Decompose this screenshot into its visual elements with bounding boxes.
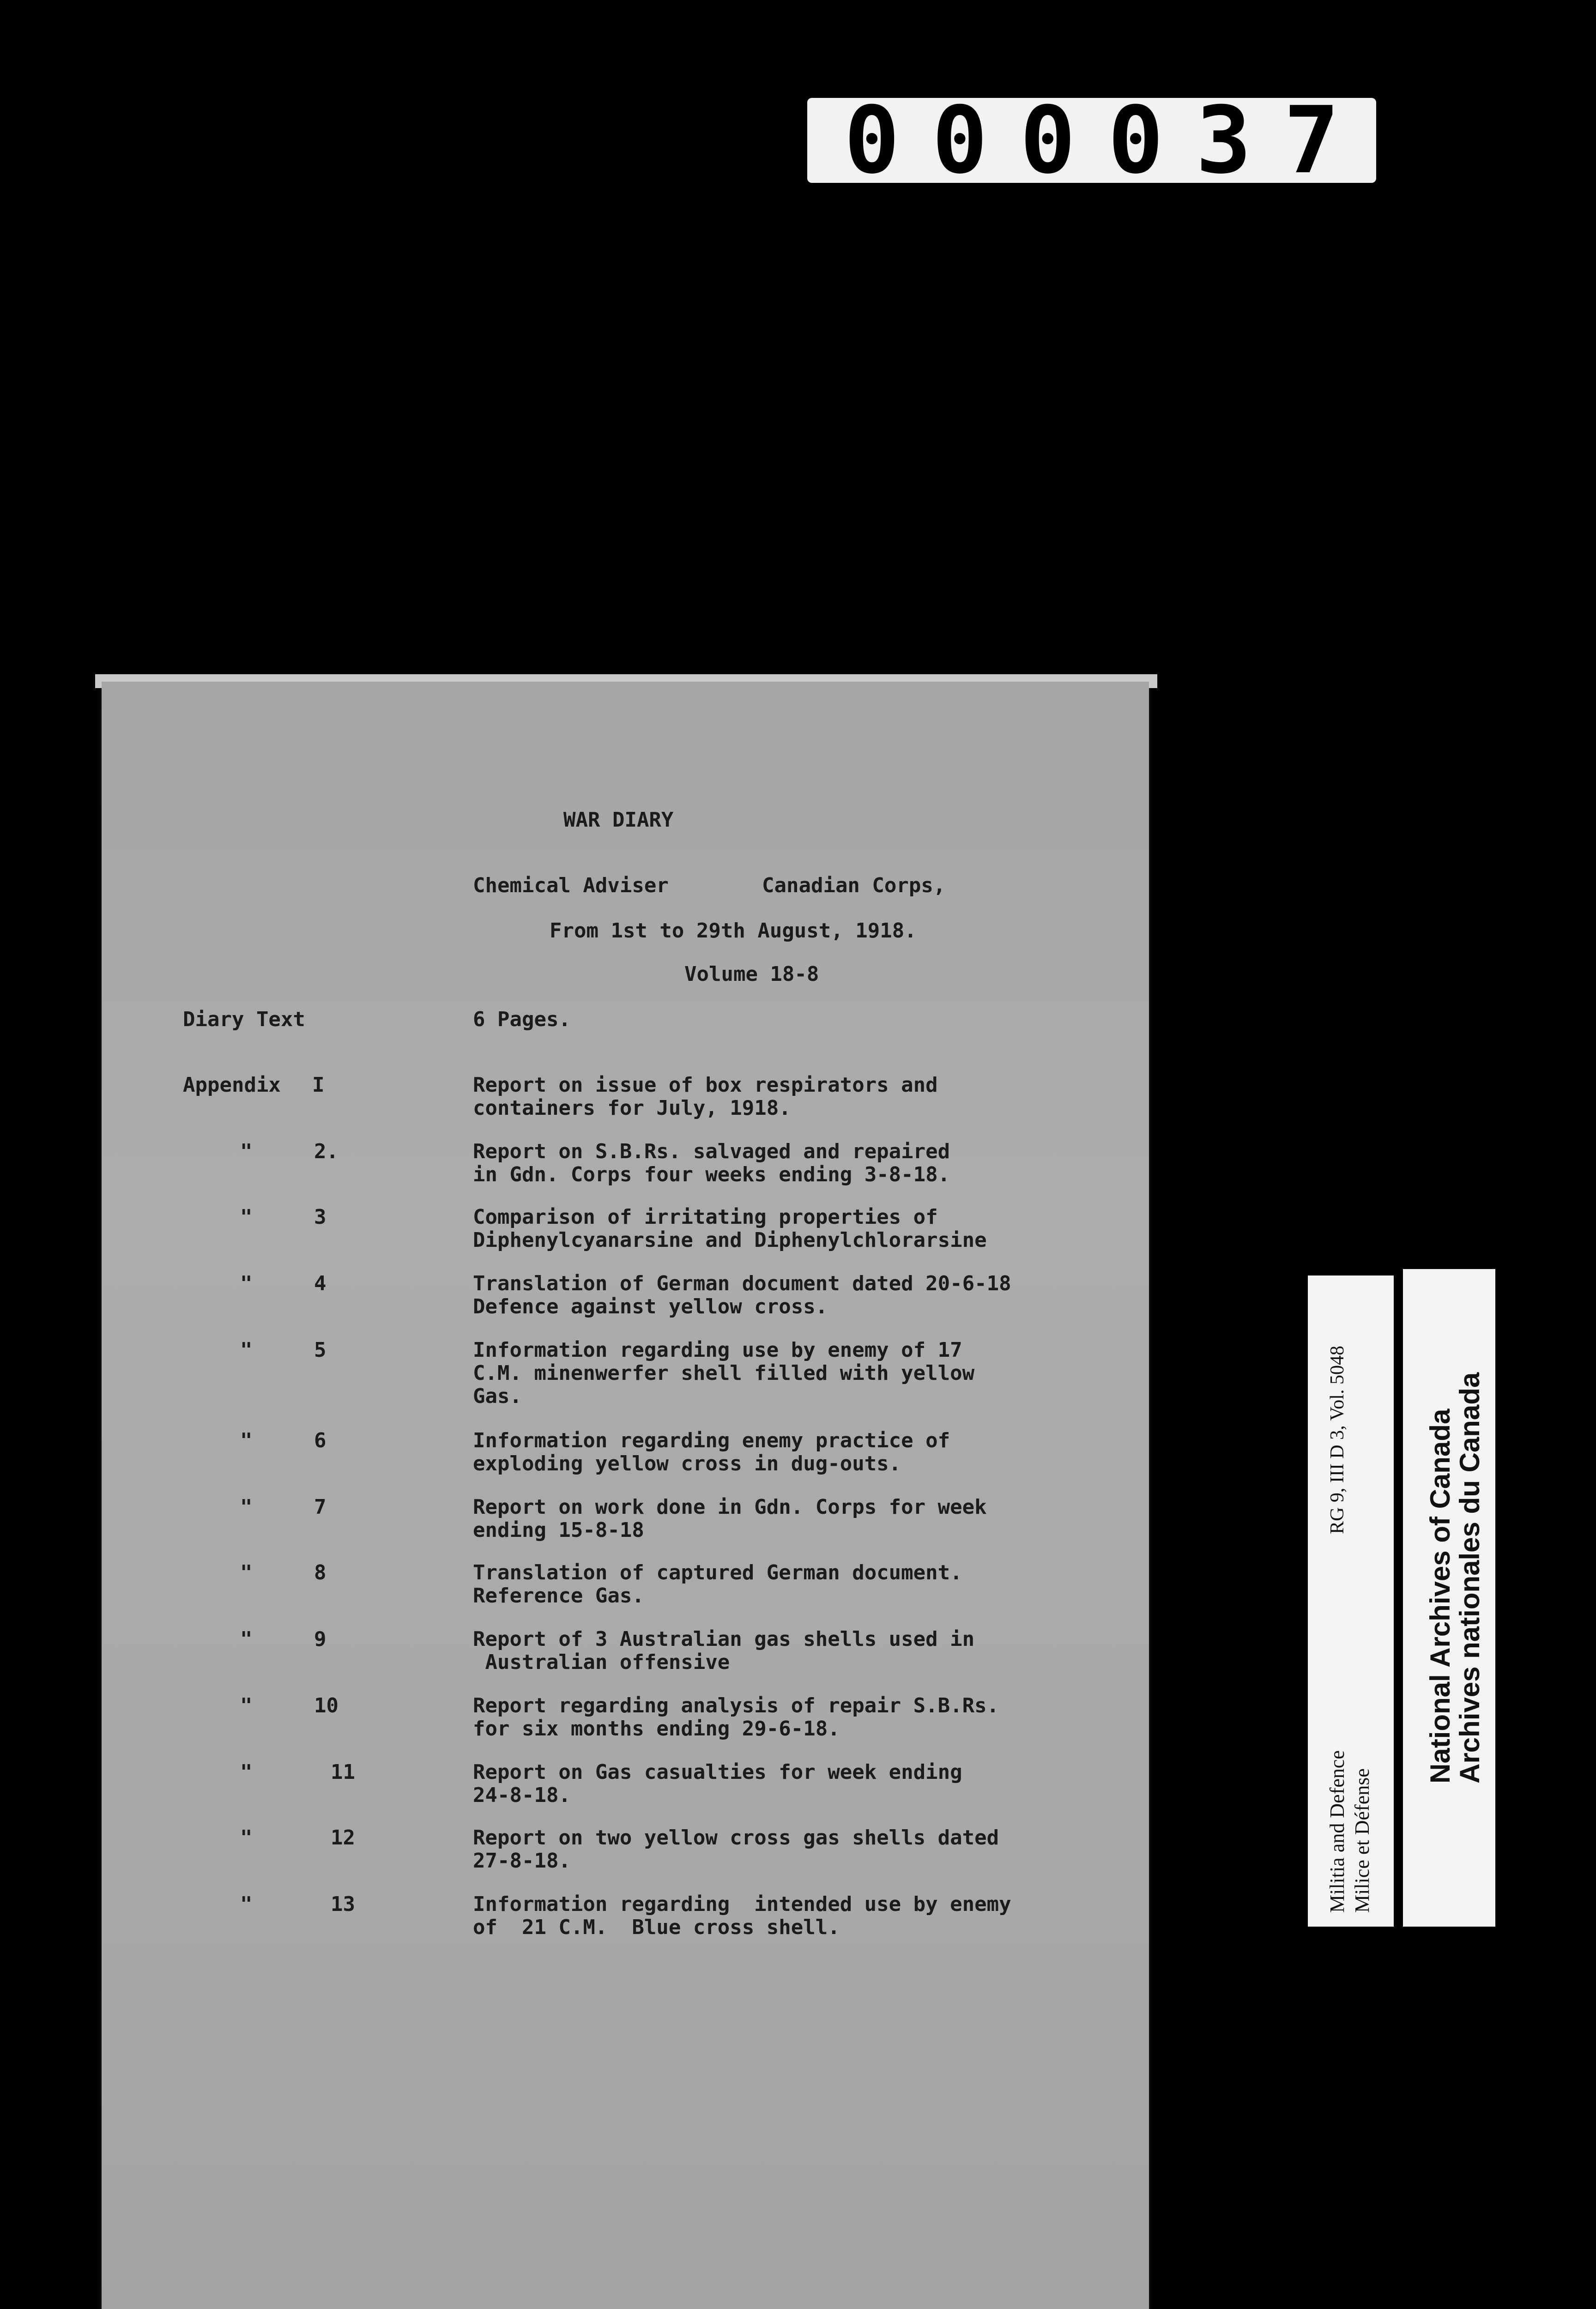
- unit-name: Chemical Adviser: [473, 874, 669, 897]
- appendix-description-line: Report of 3 Australian gas shells used in: [473, 1627, 975, 1651]
- appendix-description-line: 27-8-18.: [473, 1849, 571, 1873]
- diary-period: From 1st to 29th August, 1918.: [550, 919, 917, 943]
- appendix-description-line: Gas.: [473, 1384, 522, 1408]
- ditto-mark: ": [240, 1826, 253, 1850]
- ditto-mark: ": [240, 1694, 253, 1717]
- appendix-description-line: Defence against yellow cross.: [473, 1295, 828, 1318]
- appendix-description-line: Report on Gas casualties for week ending: [473, 1760, 962, 1784]
- appendix-label: Appendix: [183, 1073, 281, 1097]
- archives-label: [1403, 1269, 1495, 1927]
- diary-text-pages: 6 Pages.: [473, 1008, 571, 1031]
- appendix-number: 13: [331, 1892, 355, 1916]
- appendix-description-line: Translation of German document dated 20-6-18: [473, 1272, 1011, 1295]
- appendix-description-line: exploding yellow cross in dug-outs.: [473, 1452, 901, 1475]
- appendix-description-line: Information regarding enemy practice of: [473, 1429, 950, 1452]
- appendix-description-line: Report on S.B.Rs. salvaged and repaired: [473, 1140, 950, 1163]
- ditto-mark: ": [240, 1760, 253, 1784]
- appendix-number: 7: [314, 1495, 326, 1519]
- appendix-description-line: C.M. minenwerfer shell filled with yellow: [473, 1361, 975, 1385]
- archive-reference: RG 9, III D 3, Vol. 5048: [1327, 1346, 1348, 1534]
- appendix-number: 2.: [314, 1140, 339, 1163]
- appendix-number: 5: [314, 1338, 326, 1362]
- ditto-mark: ": [240, 1205, 253, 1229]
- appendix-description-line: Report on two yellow cross gas shells dated: [473, 1826, 999, 1850]
- reference-label: [1308, 1275, 1394, 1927]
- appendix-description-line: Translation of captured German document.: [473, 1561, 962, 1584]
- formation-name: Canadian Corps,: [762, 874, 946, 897]
- department-english: Militia and Defence: [1326, 1750, 1348, 1913]
- appendix-description-line: ending 15-8-18: [473, 1518, 644, 1542]
- appendix-number: 4: [314, 1272, 326, 1295]
- appendix-description-line: Comparison of irritating properties of: [473, 1205, 938, 1229]
- frame-number: 000037: [807, 98, 1376, 183]
- appendix-description-line: containers for July, 1918.: [473, 1096, 791, 1120]
- ditto-mark: ": [240, 1561, 253, 1584]
- appendix-description-line: Australian offensive: [473, 1650, 730, 1674]
- department-french: Milice et Défense: [1351, 1768, 1373, 1913]
- archive-name-english: National Archives of Canada: [1425, 1408, 1456, 1783]
- appendix-number: I: [312, 1073, 325, 1097]
- appendix-number: 9: [314, 1627, 326, 1651]
- appendix-number: 8: [314, 1561, 326, 1584]
- appendix-number: 3: [314, 1205, 326, 1229]
- ditto-mark: ": [240, 1627, 253, 1651]
- ditto-mark: ": [240, 1429, 253, 1452]
- ditto-mark: ": [240, 1272, 253, 1295]
- appendix-number: 6: [314, 1429, 326, 1452]
- document-sheet: [102, 682, 1149, 2309]
- ditto-mark: ": [240, 1140, 253, 1163]
- ditto-mark: ": [240, 1338, 253, 1362]
- document-title: WAR DIARY: [563, 808, 674, 832]
- appendix-description-line: Diphenylcyanarsine and Diphenylchlorarsine: [473, 1228, 987, 1252]
- appendix-description-line: in Gdn. Corps four weeks ending 3-8-18.: [473, 1163, 950, 1186]
- diary-text-label: Diary Text: [183, 1008, 305, 1031]
- appendix-description-line: Report on work done in Gdn. Corps for week: [473, 1495, 987, 1519]
- appendix-description-line: 24-8-18.: [473, 1783, 571, 1807]
- appendix-description-line: Information regarding use by enemy of 17: [473, 1338, 962, 1362]
- appendix-number: 12: [331, 1826, 355, 1850]
- archive-name-french: Archives nationales du Canada: [1454, 1372, 1485, 1783]
- appendix-description-line: Report regarding analysis of repair S.B.Rs.: [473, 1694, 999, 1717]
- appendix-description-line: Report on issue of box respirators and: [473, 1073, 938, 1097]
- appendix-description-line: of 21 C.M. Blue cross shell.: [473, 1916, 840, 1939]
- appendix-number: 10: [314, 1694, 339, 1717]
- appendix-description-line: Information regarding intended use by enemy: [473, 1892, 1011, 1916]
- ditto-mark: ": [240, 1892, 253, 1916]
- ditto-mark: ": [240, 1495, 253, 1519]
- appendix-description-line: Reference Gas.: [473, 1584, 644, 1608]
- appendix-description-line: for six months ending 29-6-18.: [473, 1717, 840, 1741]
- appendix-number: 11: [331, 1760, 355, 1784]
- volume-number: Volume 18-8: [684, 962, 819, 986]
